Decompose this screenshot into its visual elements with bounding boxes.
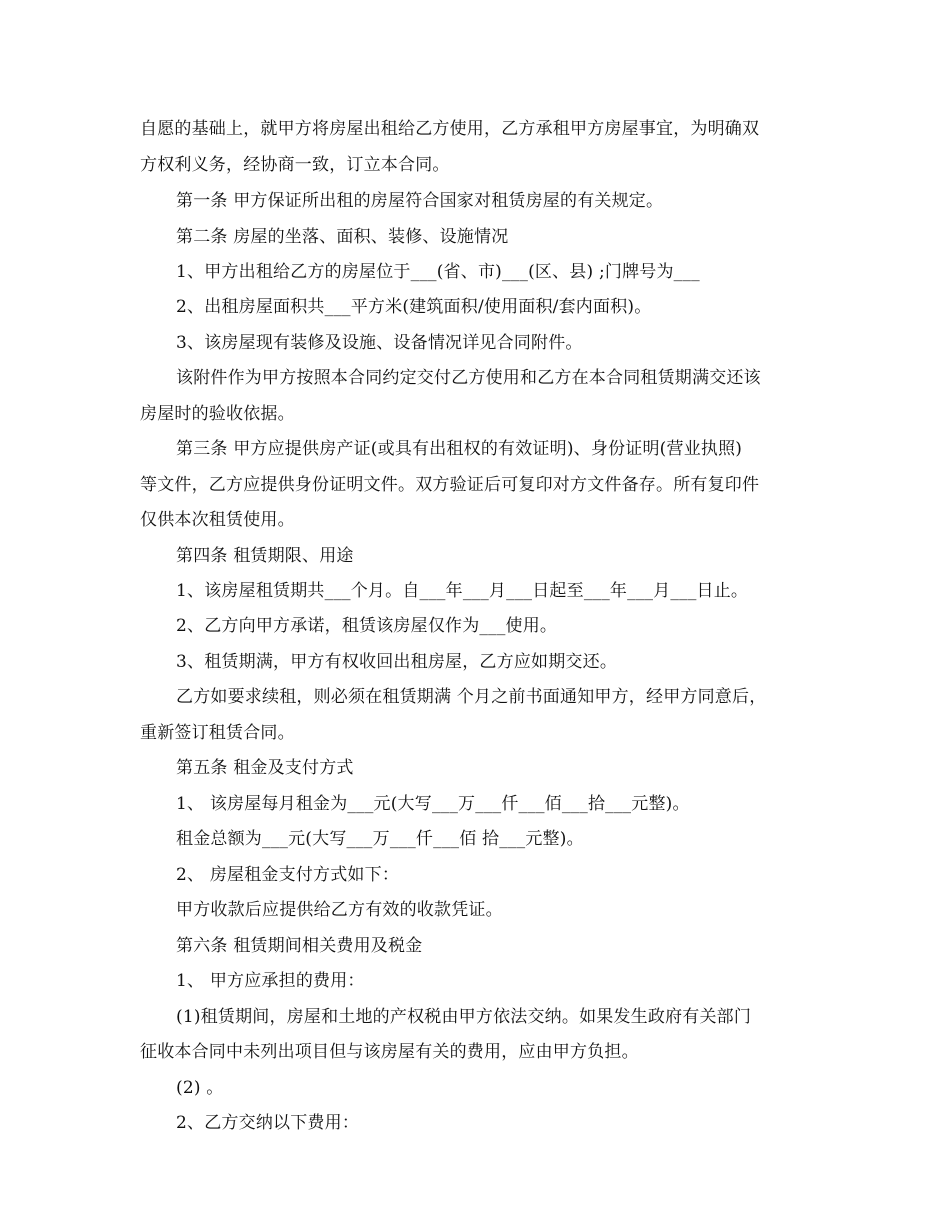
paragraph-line: 征收本合同中未列出项目但与该房屋有关的费用，应由甲方负担。 bbox=[140, 1042, 639, 1062]
article-5-heading: 第五条 租金及支付方式 bbox=[176, 758, 354, 778]
paragraph-line: 自愿的基础上，就甲方将房屋出租给乙方使用，乙方承租甲方房屋事宜，为明确双 bbox=[140, 119, 760, 139]
paragraph-line: (1)租赁期间，房屋和土地的产权税由甲方依法交纳。如果发生政府有关部门 bbox=[176, 1007, 752, 1027]
paragraph-line: 甲方收款后应提供给乙方有效的收款凭证。 bbox=[176, 900, 503, 920]
paragraph-line: 1、 该房屋每月租金为___元(大写___万___仟___佰___拾___元整)。 bbox=[176, 794, 690, 814]
article-1-heading: 第一条 甲方保证所出租的房屋符合国家对租赁房屋的有关规定。 bbox=[176, 191, 664, 211]
article-6-heading: 第六条 租赁期间相关费用及税金 bbox=[176, 936, 423, 956]
paragraph-line: 该附件作为甲方按照本合同约定交付乙方使用和乙方在本合同租赁期满交还该 bbox=[176, 368, 761, 388]
paragraph-line: 1、该房屋租赁期共___个月。自___年___月___日起至___年___月___日止。 bbox=[176, 581, 749, 601]
paragraph-line: 2、 房屋租金支付方式如下： bbox=[176, 865, 400, 885]
article-2-heading: 第二条 房屋的坐落、面积、装修、设施情况 bbox=[176, 227, 509, 247]
article-4-heading: 第四条 租赁期限、用途 bbox=[176, 546, 354, 566]
paragraph-line: 仅供本次租赁使用。 bbox=[140, 510, 295, 530]
paragraph-line: 等文件，乙方应提供身份证明文件。双方验证后可复印对方文件备存。所有复印件 bbox=[140, 475, 760, 495]
paragraph-line: 3、租赁期满，甲方有权收回出租房屋，乙方应如期交还。 bbox=[176, 652, 618, 672]
paragraph-line: 2、乙方交纳以下费用： bbox=[176, 1113, 360, 1133]
paragraph-line: 租金总额为___元(大写___万___仟___佰 拾___元整)。 bbox=[176, 829, 584, 849]
paragraph-line: 2、乙方向甲方承诺，租赁该房屋仅作为___使用。 bbox=[176, 616, 558, 636]
paragraph-line: (2) 。 bbox=[176, 1078, 224, 1098]
paragraph-line: 方权利义务，经协商一致，订立本合同。 bbox=[140, 155, 450, 175]
paragraph-line: 乙方如要求续租，则必须在租赁期满 个月之前书面通知甲方，经甲方同意后， bbox=[176, 687, 767, 707]
paragraph-line: 2、出租房屋面积共___平方米(建筑面积/使用面积/套内面积)。 bbox=[176, 297, 652, 317]
paragraph-line: 重新签订租赁合同。 bbox=[140, 723, 295, 743]
paragraph-line: 1、甲方出租给乙方的房屋位于___(省、市)___(区、县) ;门牌号为___ bbox=[176, 262, 700, 282]
paragraph-line: 3、该房屋现有装修及设施、设备情况详见合同附件。 bbox=[176, 333, 583, 353]
paragraph-line: 1、 甲方应承担的费用： bbox=[176, 971, 365, 991]
article-3-heading: 第三条 甲方应提供房产证(或具有出租权的有效证明)、身份证明(营业执照) bbox=[176, 439, 743, 459]
paragraph-line: 房屋时的验收依据。 bbox=[140, 404, 295, 424]
